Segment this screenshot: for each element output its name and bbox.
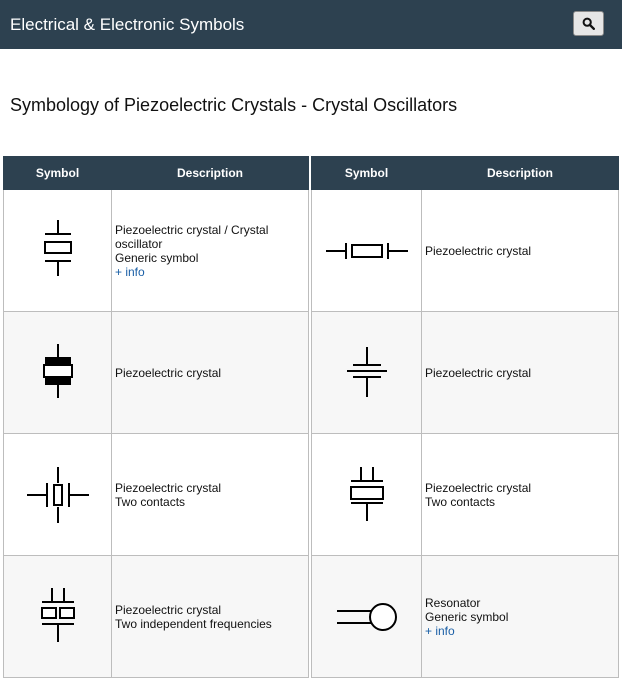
symbol-cell <box>312 556 422 678</box>
description-text: Two independent frequencies <box>115 616 272 631</box>
symbol-cell <box>4 556 112 678</box>
site-title[interactable]: Electrical & Electronic Symbols <box>10 15 245 34</box>
info-link[interactable]: + info <box>425 623 455 638</box>
search-button[interactable] <box>573 11 604 36</box>
symbol-cell <box>312 434 422 556</box>
description-cell <box>422 434 619 556</box>
symbol-cell <box>4 312 112 434</box>
symbol-table-left <box>3 156 309 678</box>
description-cell <box>112 312 309 434</box>
symbol-cell <box>4 434 112 556</box>
description-text: Piezoelectric crystal <box>115 480 222 495</box>
description-cell <box>112 434 309 556</box>
symbol-table-right <box>311 156 619 678</box>
symbol-cell <box>312 190 422 312</box>
table-row <box>312 556 619 678</box>
info-link[interactable]: + info <box>115 264 145 279</box>
symbol-cell <box>312 312 422 434</box>
table-row <box>4 312 309 434</box>
crystal-oscillator-icon[interactable] <box>28 216 88 286</box>
description-text: oscillator <box>115 236 163 251</box>
description-text: Piezoelectric crystal <box>425 243 532 258</box>
table-row <box>312 190 619 312</box>
description-text: Generic symbol <box>115 250 199 265</box>
description-cell <box>422 556 619 678</box>
top-bar <box>0 0 622 49</box>
description-text: Piezoelectric crystal / Crystal <box>115 222 269 237</box>
resonator-icon[interactable] <box>335 597 399 637</box>
search-icon <box>582 17 595 30</box>
description-text: Two contacts <box>115 494 186 509</box>
symbol-column-header: Symbol <box>4 157 112 190</box>
description-column-header: Description <box>112 157 309 190</box>
description-cell <box>112 190 309 312</box>
description-cell <box>422 190 619 312</box>
crystal-two-contacts-icon[interactable] <box>23 465 93 525</box>
crystal-filled-plates-icon[interactable] <box>28 338 88 408</box>
table-row <box>4 556 309 678</box>
description-text: Generic symbol <box>425 609 509 624</box>
symbol-cell <box>4 190 112 312</box>
description-text: Piezoelectric crystal <box>115 365 222 380</box>
symbol-column-header: Symbol <box>312 157 422 190</box>
description-cell <box>422 312 619 434</box>
description-text: Piezoelectric crystal <box>425 365 532 380</box>
table-row <box>312 312 619 434</box>
description-cell <box>112 556 309 678</box>
crystal-two-contacts-top-icon[interactable] <box>337 465 397 525</box>
table-row <box>4 190 309 312</box>
crystal-horizontal-icon[interactable] <box>324 231 410 271</box>
page-title: Symbology of Piezoelectric Crystals - Crystal Oscillators <box>10 95 458 115</box>
description-text: Piezoelectric crystal <box>425 480 532 495</box>
description-column-header: Description <box>422 157 619 190</box>
description-text: Two contacts <box>425 494 496 509</box>
crystal-plates-icon[interactable] <box>337 343 397 403</box>
crystal-two-frequencies-icon[interactable] <box>28 582 88 652</box>
description-text: Piezoelectric crystal <box>115 602 222 617</box>
table-row <box>4 434 309 556</box>
table-row <box>312 434 619 556</box>
description-text: Resonator <box>425 595 481 610</box>
